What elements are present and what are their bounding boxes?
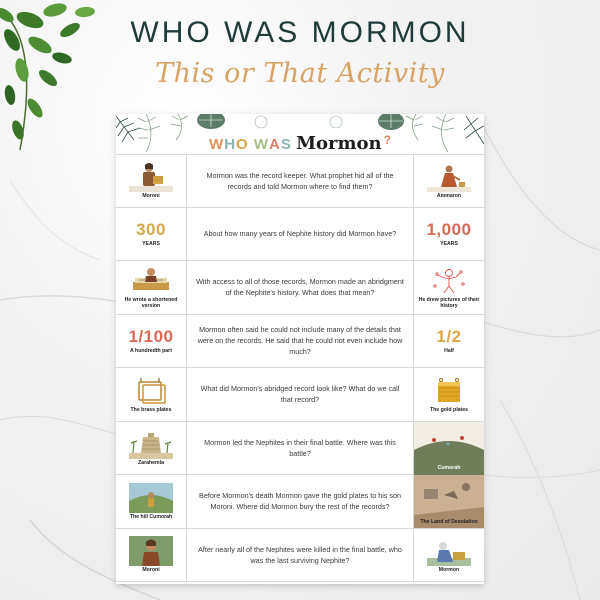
left-caption: The brass plates — [130, 406, 172, 413]
right-option[interactable] — [414, 208, 484, 261]
question-cell — [186, 368, 414, 421]
left-option[interactable] — [116, 261, 186, 314]
question-cell — [186, 315, 414, 368]
left-option[interactable] — [116, 155, 186, 207]
right-number: 1/2 — [436, 327, 462, 347]
question-cell — [186, 208, 414, 261]
question-row — [116, 315, 484, 369]
gold-plates-icon — [427, 376, 471, 406]
question-row — [116, 529, 484, 583]
question-cell — [186, 155, 414, 207]
stick-figure-drawing-icon — [427, 266, 471, 296]
question-cell — [186, 529, 414, 582]
left-option[interactable] — [116, 422, 186, 475]
title-letter: W — [209, 136, 224, 153]
hill-cumorah-icon — [129, 483, 173, 513]
page-title: WHO WAS MORMON — [130, 16, 470, 49]
worksheet-header — [116, 114, 484, 154]
worksheet-title — [116, 133, 484, 154]
right-option[interactable] — [414, 155, 484, 207]
title-letter: W — [253, 136, 269, 153]
worksheet-title-name: Mormon — [296, 133, 382, 154]
left-option[interactable] — [116, 475, 186, 528]
question-text: Before Mormon's death Mormon gave the gold plates to his son Moroni. Where did Mormon bury the rest of the records? — [199, 491, 401, 512]
left-option[interactable] — [116, 315, 186, 368]
right-option[interactable] — [414, 422, 484, 475]
question-row — [116, 154, 484, 208]
question-text: Mormon often said he could not include many of the details that were on the records. He said that he could not even include how much? — [197, 325, 403, 357]
right-caption: Mormon — [438, 567, 460, 574]
left-number: 300 — [136, 220, 166, 240]
right-caption: He drew pictures of their history — [418, 296, 480, 309]
left-option[interactable] — [116, 208, 186, 261]
right-caption: Ammaron — [436, 193, 462, 200]
question-cell — [186, 422, 414, 475]
question-text: With access to all of those records, Mormon made an abridgment of the Nephite's history. What does that mean? — [196, 277, 404, 298]
question-text: What did Mormon's abridged record look like? What do we call that record? — [200, 384, 400, 405]
worksheet-title-prefix — [209, 136, 292, 153]
right-option[interactable] — [414, 529, 484, 582]
right-option[interactable] — [414, 475, 484, 528]
moroni-portrait-icon — [129, 536, 173, 566]
zarahemla-temple-icon — [129, 429, 173, 459]
right-option[interactable] — [414, 368, 484, 421]
title-letter: A — [269, 136, 280, 153]
question-row — [116, 368, 484, 422]
brass-plates-icon — [129, 376, 173, 406]
right-caption: The Land of Desolation — [420, 518, 478, 525]
left-option[interactable] — [116, 368, 186, 421]
title-letter: H — [224, 136, 236, 153]
right-number: 1,000 — [426, 220, 472, 240]
right-option[interactable] — [414, 261, 484, 314]
writing-scribe-icon — [129, 266, 173, 296]
left-caption: Moroni — [142, 567, 160, 574]
worksheet — [116, 114, 484, 584]
title-letter: S — [280, 136, 291, 153]
question-text: About how many years of Nephite history did Mormon have? — [203, 229, 397, 239]
left-caption: A hundredth part — [130, 348, 172, 355]
question-row — [116, 208, 484, 262]
left-caption: Zarahemla — [138, 460, 164, 467]
right-caption: Cumorah — [437, 465, 461, 471]
question-rows — [116, 154, 484, 582]
left-caption: Moroni — [142, 193, 160, 200]
question-row — [116, 475, 484, 529]
mormon-figure-icon — [427, 536, 471, 566]
ammaron-figure-icon — [427, 162, 471, 192]
page-subtitle: This or That Activity — [155, 58, 445, 89]
question-row — [116, 422, 484, 476]
right-caption: Half — [444, 348, 454, 355]
worksheet-title-mark: ? — [383, 133, 391, 147]
question-cell — [186, 475, 414, 528]
right-caption: YEARS — [440, 241, 458, 248]
title-letter: O — [236, 136, 248, 153]
question-text: After nearly all of the Nephites were killed in the final battle, who was the last surviving Nephite? — [198, 544, 402, 565]
right-option[interactable] — [414, 315, 484, 368]
question-text: Mormon led the Nephites in their final battle. Where was this battle? — [204, 437, 396, 458]
question-text: Mormon was the record keeper. What prophet hid all of the records and told Mormon where to find them? — [206, 170, 394, 191]
left-caption: The hill Cumorah — [129, 513, 173, 520]
title-letter — [249, 136, 253, 153]
left-option[interactable] — [116, 529, 186, 582]
left-caption: YEARS — [142, 241, 160, 248]
moroni-figure-icon — [129, 162, 173, 192]
left-caption: He wrote a shortened version — [124, 296, 178, 309]
question-cell — [186, 261, 414, 314]
right-caption: The gold plates — [429, 406, 469, 413]
left-number: 1/100 — [128, 327, 174, 347]
question-row — [116, 261, 484, 315]
